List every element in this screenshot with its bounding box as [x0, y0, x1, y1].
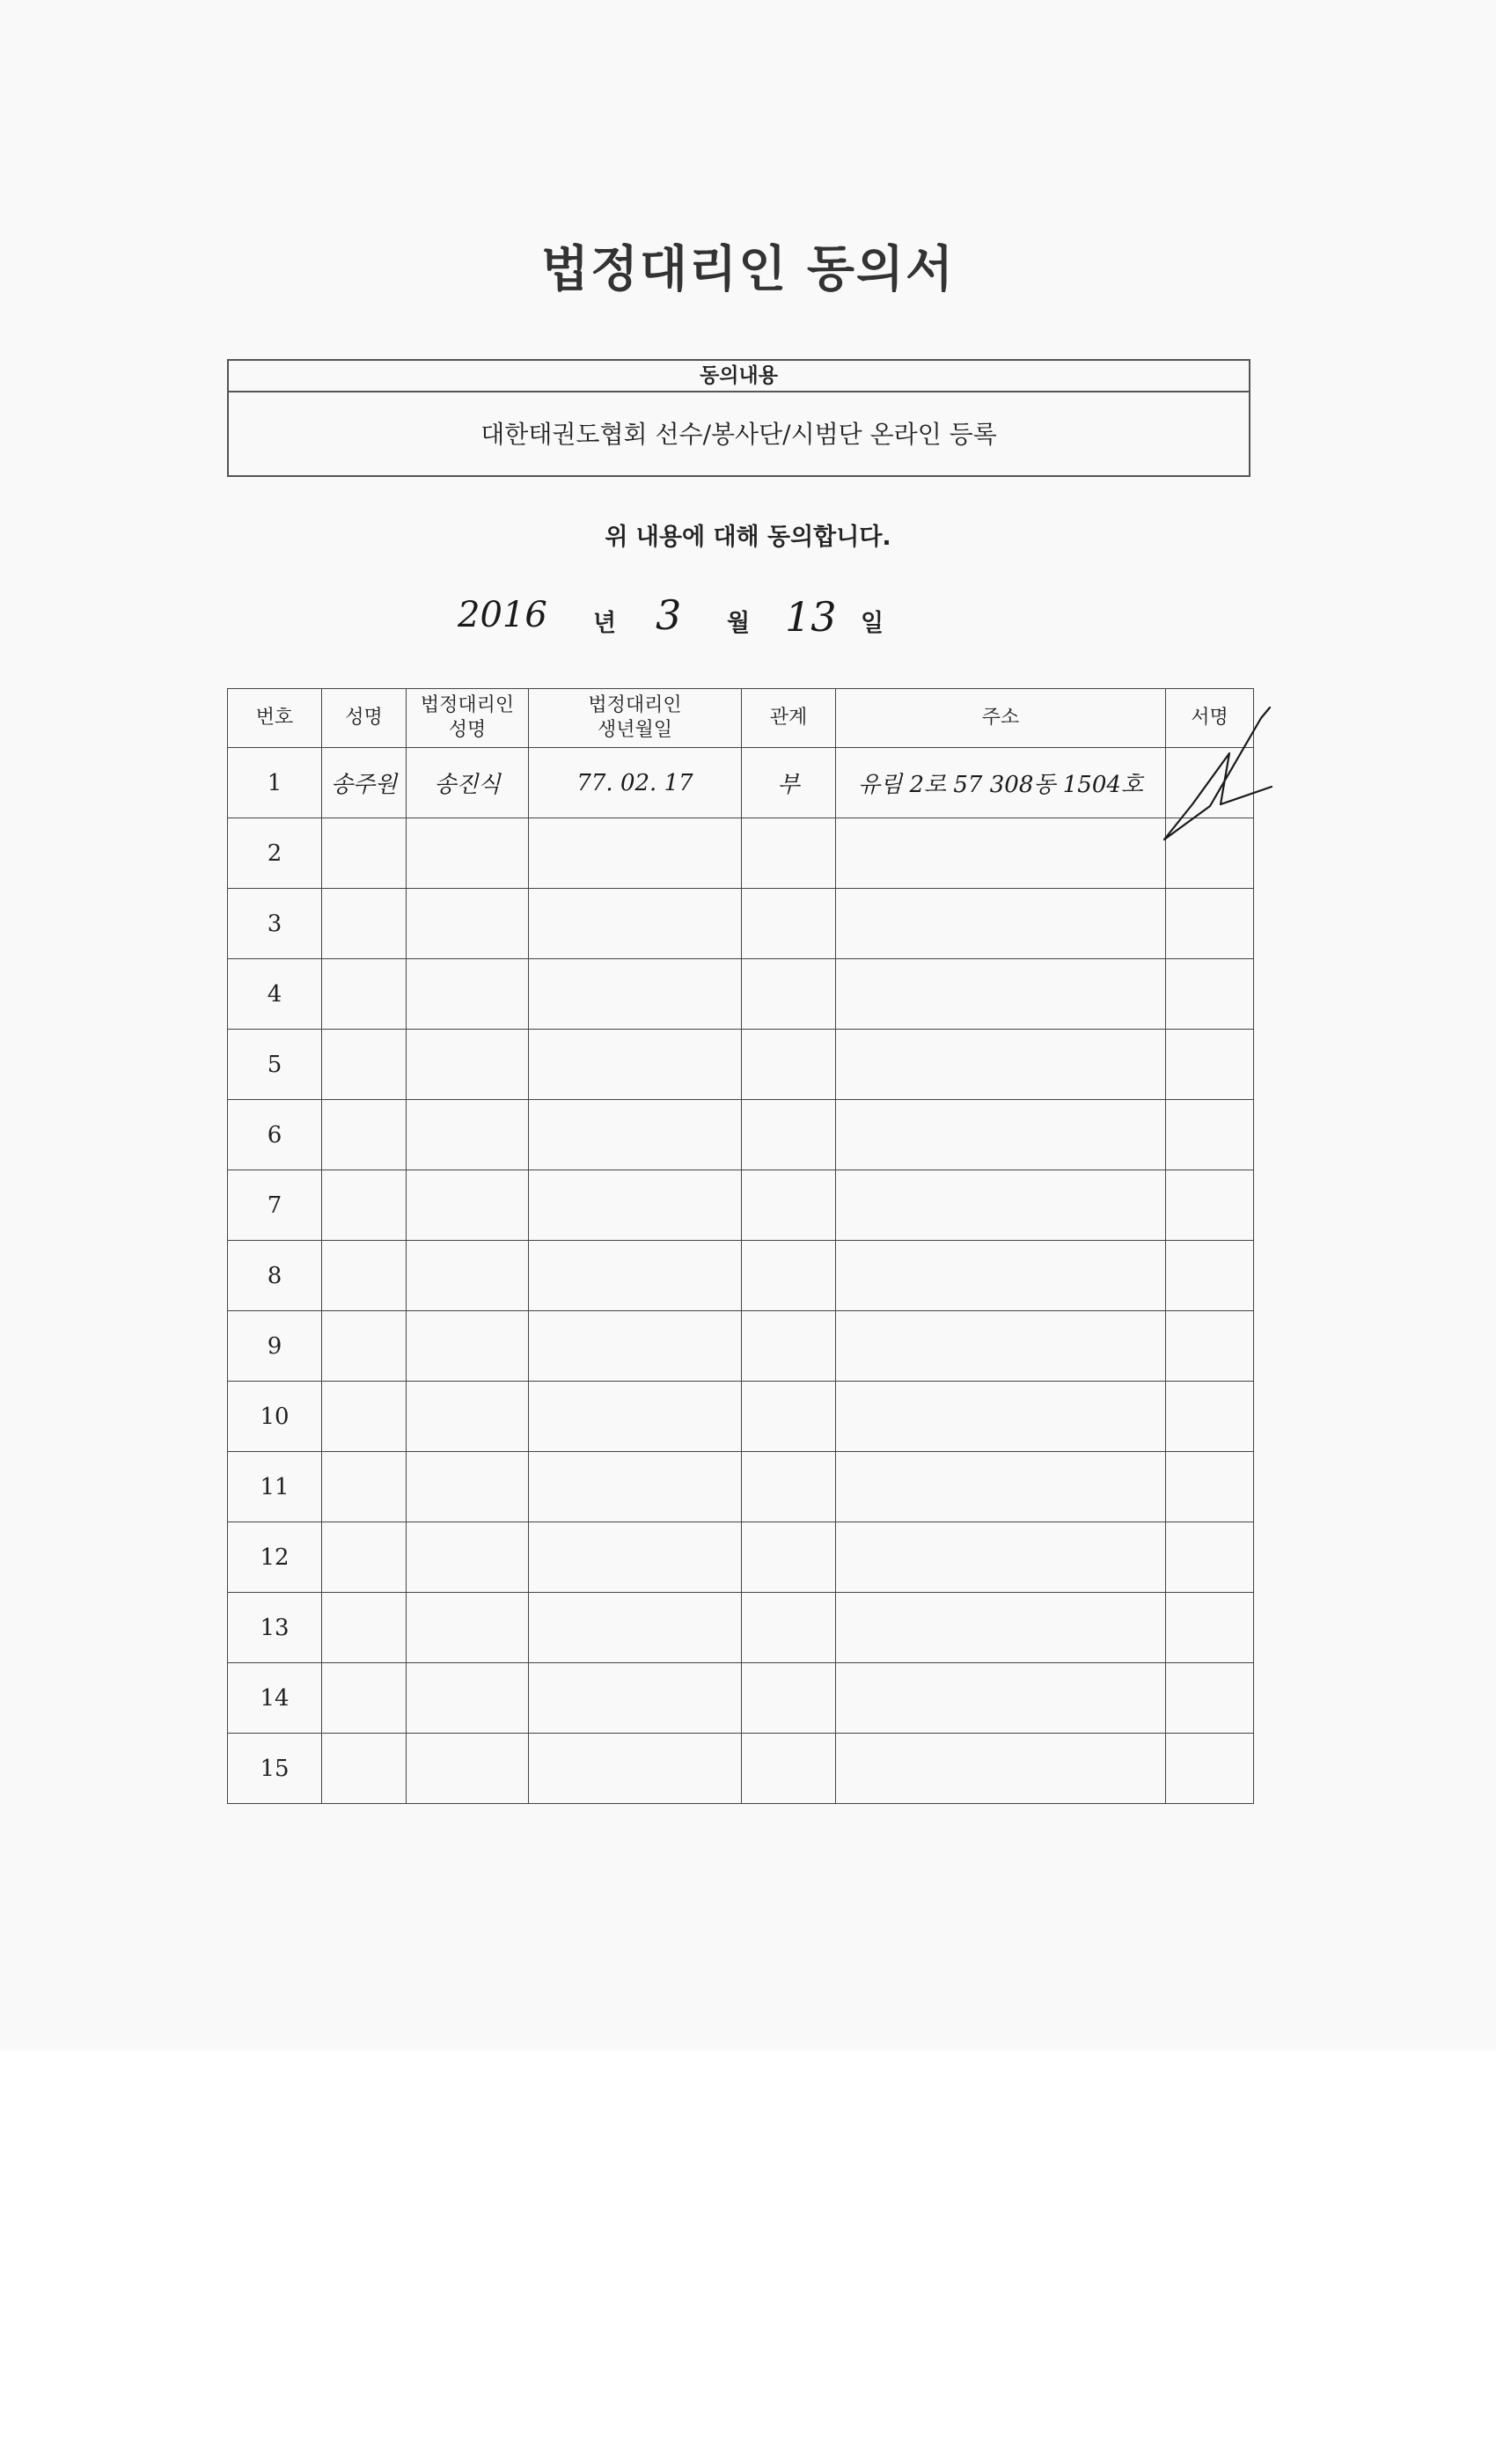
- cell-no: 3: [228, 889, 322, 959]
- header-no: 번호: [228, 689, 322, 748]
- cell-relation: [742, 1311, 836, 1382]
- cell-name: [322, 1593, 407, 1663]
- cell-guardian-name: [407, 1593, 529, 1663]
- cell-signature: [1166, 1382, 1254, 1452]
- cell-guardian-name: [407, 1452, 529, 1522]
- cell-guardian-name: [407, 1734, 529, 1804]
- cell-signature: [1166, 1593, 1254, 1663]
- cell-relation: [742, 889, 836, 959]
- cell-guardian-birth: [529, 1030, 742, 1100]
- header-guardian-name: [407, 689, 529, 748]
- cell-no: 15: [228, 1734, 322, 1804]
- cell-guardian-birth: [529, 1522, 742, 1593]
- header-guardian-name-line2: 성명: [448, 719, 487, 741]
- cell-relation: [742, 959, 836, 1030]
- date-day-label: 일: [861, 610, 884, 637]
- date-month: 3: [656, 591, 682, 639]
- cell-signature: [1166, 889, 1254, 959]
- table-row: [228, 1593, 1254, 1663]
- cell-relation: [742, 1030, 836, 1100]
- header-signature: 서명: [1166, 689, 1254, 748]
- cell-name: [322, 1382, 407, 1452]
- cell-no: 2: [228, 818, 322, 889]
- header-name: 성명: [322, 689, 407, 748]
- table-row: [228, 1311, 1254, 1382]
- cell-signature: [1166, 1241, 1254, 1311]
- cell-address: [836, 1311, 1166, 1382]
- cell-signature: [1166, 1452, 1254, 1522]
- cell-guardian-name: [407, 1663, 529, 1734]
- cell-signature: [1166, 1663, 1254, 1734]
- cell-guardian-name: [407, 1030, 529, 1100]
- cell-no: 1: [228, 748, 322, 818]
- date-month-label: 월: [727, 610, 751, 637]
- date-line: [0, 588, 1496, 649]
- cell-guardian-birth: [529, 1734, 742, 1804]
- cell-name: [322, 889, 407, 959]
- cell-guardian-name: [407, 1311, 529, 1382]
- table-row: [228, 1100, 1254, 1170]
- page-title: 법정대리인 동의서: [540, 241, 956, 298]
- table-row: [228, 1382, 1254, 1452]
- cell-guardian-name: [407, 889, 529, 959]
- cell-name: [322, 1311, 407, 1382]
- cell-no: 5: [228, 1030, 322, 1100]
- cell-guardian-birth: [529, 959, 742, 1030]
- header-relation: 관계: [742, 689, 836, 748]
- cell-guardian-name: [407, 1241, 529, 1311]
- cell-address: [836, 1170, 1166, 1241]
- cell-relation: 부: [742, 748, 836, 818]
- cell-signature: [1166, 1170, 1254, 1241]
- cell-guardian-birth: [529, 1593, 742, 1663]
- cell-relation: [742, 1663, 836, 1734]
- cell-address: [836, 1522, 1166, 1593]
- table-row: [228, 818, 1254, 889]
- table-row: [228, 1663, 1254, 1734]
- cell-guardian-name: 송진식: [407, 748, 529, 818]
- cell-no: 4: [228, 959, 322, 1030]
- cell-address: [836, 1663, 1166, 1734]
- header-guardian-birth-line1: 법정대리인: [588, 694, 682, 716]
- cell-name: [322, 1522, 407, 1593]
- table-row: [228, 1522, 1254, 1593]
- cell-name: 송주원: [322, 748, 407, 818]
- date-year-label: 년: [593, 610, 617, 637]
- cell-relation: [742, 1170, 836, 1241]
- cell-guardian-birth: [529, 1663, 742, 1734]
- cell-guardian-name: [407, 1170, 529, 1241]
- cell-name: [322, 1030, 407, 1100]
- signature-mark: [1157, 700, 1280, 841]
- consent-content-box: [227, 359, 1250, 477]
- header-guardian-name-line1: 법정대리인: [420, 694, 515, 716]
- cell-address: 유림 2로 57 308동 1504호: [836, 748, 1166, 818]
- cell-guardian-birth: 77. 02. 17: [529, 748, 742, 818]
- table-row: [228, 1030, 1254, 1100]
- cell-no: 12: [228, 1522, 322, 1593]
- cell-name: [322, 1170, 407, 1241]
- cell-relation: [742, 1241, 836, 1311]
- table-row: [228, 748, 1254, 818]
- cell-name: [322, 818, 407, 889]
- cell-relation: [742, 1734, 836, 1804]
- cell-signature: [1166, 1734, 1254, 1804]
- cell-no: 9: [228, 1311, 322, 1382]
- cell-no: 6: [228, 1100, 322, 1170]
- cell-name: [322, 1734, 407, 1804]
- cell-signature: [1166, 1522, 1254, 1593]
- table-row: [228, 959, 1254, 1030]
- cell-guardian-name: [407, 959, 529, 1030]
- cell-signature: [1166, 959, 1254, 1030]
- header-guardian-birth-line2: 생년월일: [597, 719, 672, 741]
- cell-no: 13: [228, 1593, 322, 1663]
- cell-address: [836, 1452, 1166, 1522]
- cell-no: 7: [228, 1170, 322, 1241]
- cell-guardian-birth: [529, 889, 742, 959]
- cell-signature: [1166, 1100, 1254, 1170]
- cell-name: [322, 1452, 407, 1522]
- cell-address: [836, 959, 1166, 1030]
- cell-no: 8: [228, 1241, 322, 1311]
- agreement-statement: 위 내용에 대해 동의합니다.: [605, 524, 891, 551]
- cell-relation: [742, 1100, 836, 1170]
- cell-guardian-name: [407, 818, 529, 889]
- cell-name: [322, 1241, 407, 1311]
- consent-header: 동의내용: [229, 361, 1249, 392]
- cell-name: [322, 1100, 407, 1170]
- cell-guardian-birth: [529, 1170, 742, 1241]
- cell-name: [322, 1663, 407, 1734]
- table-header-row: [228, 689, 1254, 748]
- cell-relation: [742, 1522, 836, 1593]
- cell-guardian-name: [407, 1100, 529, 1170]
- cell-guardian-birth: [529, 1241, 742, 1311]
- cell-name: [322, 959, 407, 1030]
- consent-content: 대한태권도협회 선수/봉사단/시범단 온라인 등록: [480, 420, 997, 449]
- cell-guardian-name: [407, 1382, 529, 1452]
- cell-guardian-name: [407, 1522, 529, 1593]
- cell-relation: [742, 1593, 836, 1663]
- cell-guardian-birth: [529, 1100, 742, 1170]
- cell-address: [836, 1382, 1166, 1452]
- cell-address: [836, 818, 1166, 889]
- table-row: [228, 889, 1254, 959]
- cell-address: [836, 1241, 1166, 1311]
- cell-address: [836, 1734, 1166, 1804]
- cell-guardian-birth: [529, 1452, 742, 1522]
- cell-guardian-birth: [529, 1311, 742, 1382]
- table-row: [228, 1170, 1254, 1241]
- cell-address: [836, 1030, 1166, 1100]
- cell-address: [836, 889, 1166, 959]
- cell-relation: [742, 818, 836, 889]
- date-day: 13: [785, 593, 837, 641]
- guardian-registration-table: [227, 688, 1254, 1804]
- cell-no: 11: [228, 1452, 322, 1522]
- cell-relation: [742, 1382, 836, 1452]
- table-row: [228, 1734, 1254, 1804]
- cell-guardian-birth: [529, 818, 742, 889]
- cell-address: [836, 1100, 1166, 1170]
- table-row: [228, 1452, 1254, 1522]
- date-year: 2016: [458, 595, 547, 635]
- cell-no: 10: [228, 1382, 322, 1452]
- cell-guardian-birth: [529, 1382, 742, 1452]
- cell-signature: [1166, 1030, 1254, 1100]
- cell-address: [836, 1593, 1166, 1663]
- header-guardian-birth: [529, 689, 742, 748]
- cell-no: 14: [228, 1663, 322, 1734]
- table-row: [228, 1241, 1254, 1311]
- header-address: 주소: [836, 689, 1166, 748]
- cell-signature: [1166, 1311, 1254, 1382]
- cell-relation: [742, 1452, 836, 1522]
